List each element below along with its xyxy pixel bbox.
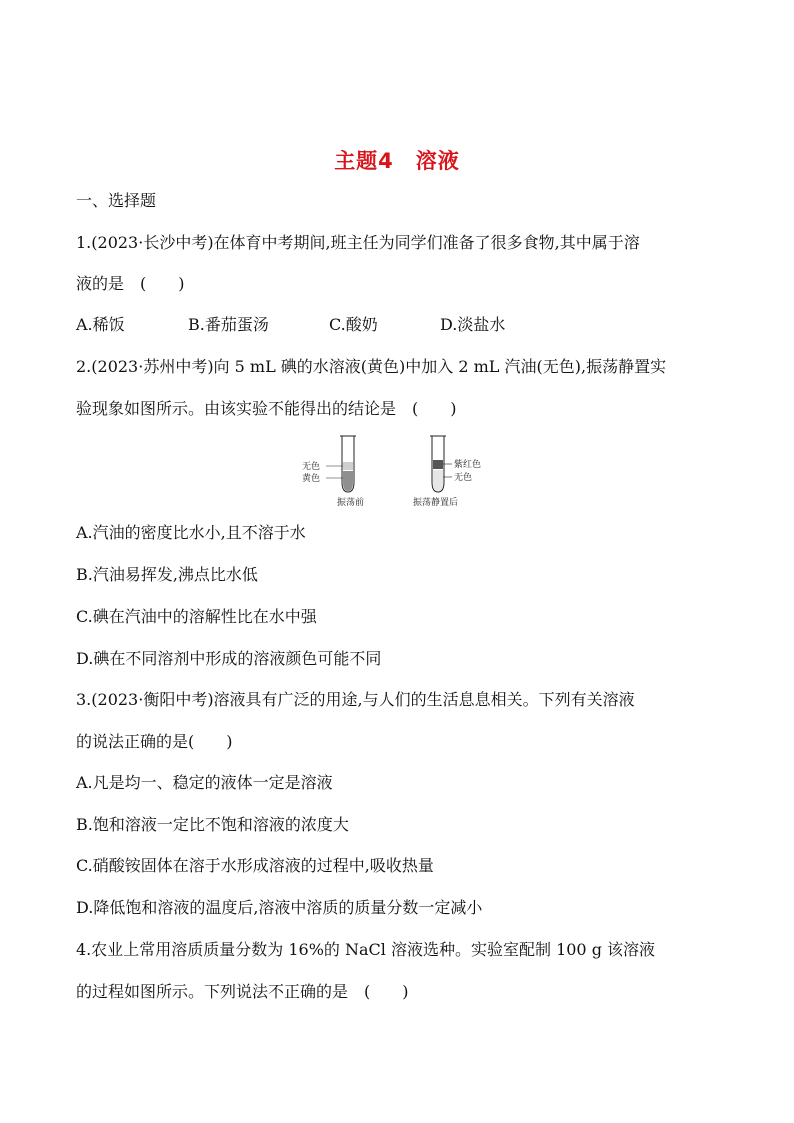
label-left-top: 无色 bbox=[302, 462, 321, 472]
caption-before: 振荡前 bbox=[337, 498, 365, 508]
test-tube-after bbox=[430, 436, 452, 492]
q1-options bbox=[76, 315, 505, 335]
q3-option-d: D.降低饱和溶液的温度后,溶液中溶质的质量分数一定减小 bbox=[76, 898, 483, 917]
q1-option-a: A.稀饭 bbox=[76, 315, 125, 334]
q1-option-d: D.淡盐水 bbox=[440, 315, 506, 334]
q3-option-a: A.凡是均一、稳定的液体一定是溶液 bbox=[76, 773, 333, 792]
q1-option-b: B.番茄蛋汤 bbox=[188, 315, 269, 334]
q2-option-b: B.汽油易挥发,沸点比水低 bbox=[76, 565, 258, 584]
q2-stem-line1: 2.(2023·苏州中考)向 5 mL 碘的水溶液(黄色)中加入 2 mL 汽油(无色),振荡静置实 bbox=[76, 357, 667, 376]
q1-option-c: C.酸奶 bbox=[329, 315, 378, 334]
q2-stem-line2: 验现象如图所示。由该实验不能得出的结论是 ( ) bbox=[76, 399, 457, 418]
caption-after: 振荡静置后 bbox=[413, 498, 459, 508]
section-heading: 一、选择题 bbox=[76, 191, 157, 210]
q1-stem-line1: 1.(2023·长沙中考)在体育中考期间,班主任为同学们准备了很多食物,其中属于溶 bbox=[76, 233, 640, 252]
test-tube-figure bbox=[300, 432, 500, 512]
label-right-bottom: 无色 bbox=[454, 473, 473, 483]
q2-option-a: A.汽油的密度比水小,且不溶于水 bbox=[76, 523, 306, 542]
q3-stem-line1: 3.(2023·衡阳中考)溶液具有广泛的用途,与人们的生活息息相关。下列有关溶液 bbox=[76, 690, 635, 709]
q2-option-d: D.碘在不同溶剂中形成的溶液颜色可能不同 bbox=[76, 649, 382, 668]
label-left-bottom: 黄色 bbox=[302, 474, 321, 484]
q3-option-b: B.饱和溶液一定比不饱和溶液的浓度大 bbox=[76, 815, 349, 834]
q3-stem-line2: 的说法正确的是( ) bbox=[76, 732, 233, 751]
q4-stem-line1: 4.农业上常用溶质质量分数为 16%的 NaCl 溶液选种。实验室配制 100 g 该溶液 bbox=[76, 940, 656, 959]
q1-stem-line2: 液的是 ( ) bbox=[76, 274, 185, 293]
q4-stem-line2: 的过程如图所示。下列说法不正确的是 ( ) bbox=[76, 982, 409, 1001]
q2-option-c: C.碘在汽油中的溶解性比在水中强 bbox=[76, 607, 317, 626]
page-title: 主题4 溶液 bbox=[334, 149, 460, 173]
label-right-top: 紫红色 bbox=[454, 460, 482, 470]
q3-option-c: C.硝酸铵固体在溶于水形成溶液的过程中,吸收热量 bbox=[76, 856, 434, 875]
test-tube-before bbox=[326, 436, 356, 492]
